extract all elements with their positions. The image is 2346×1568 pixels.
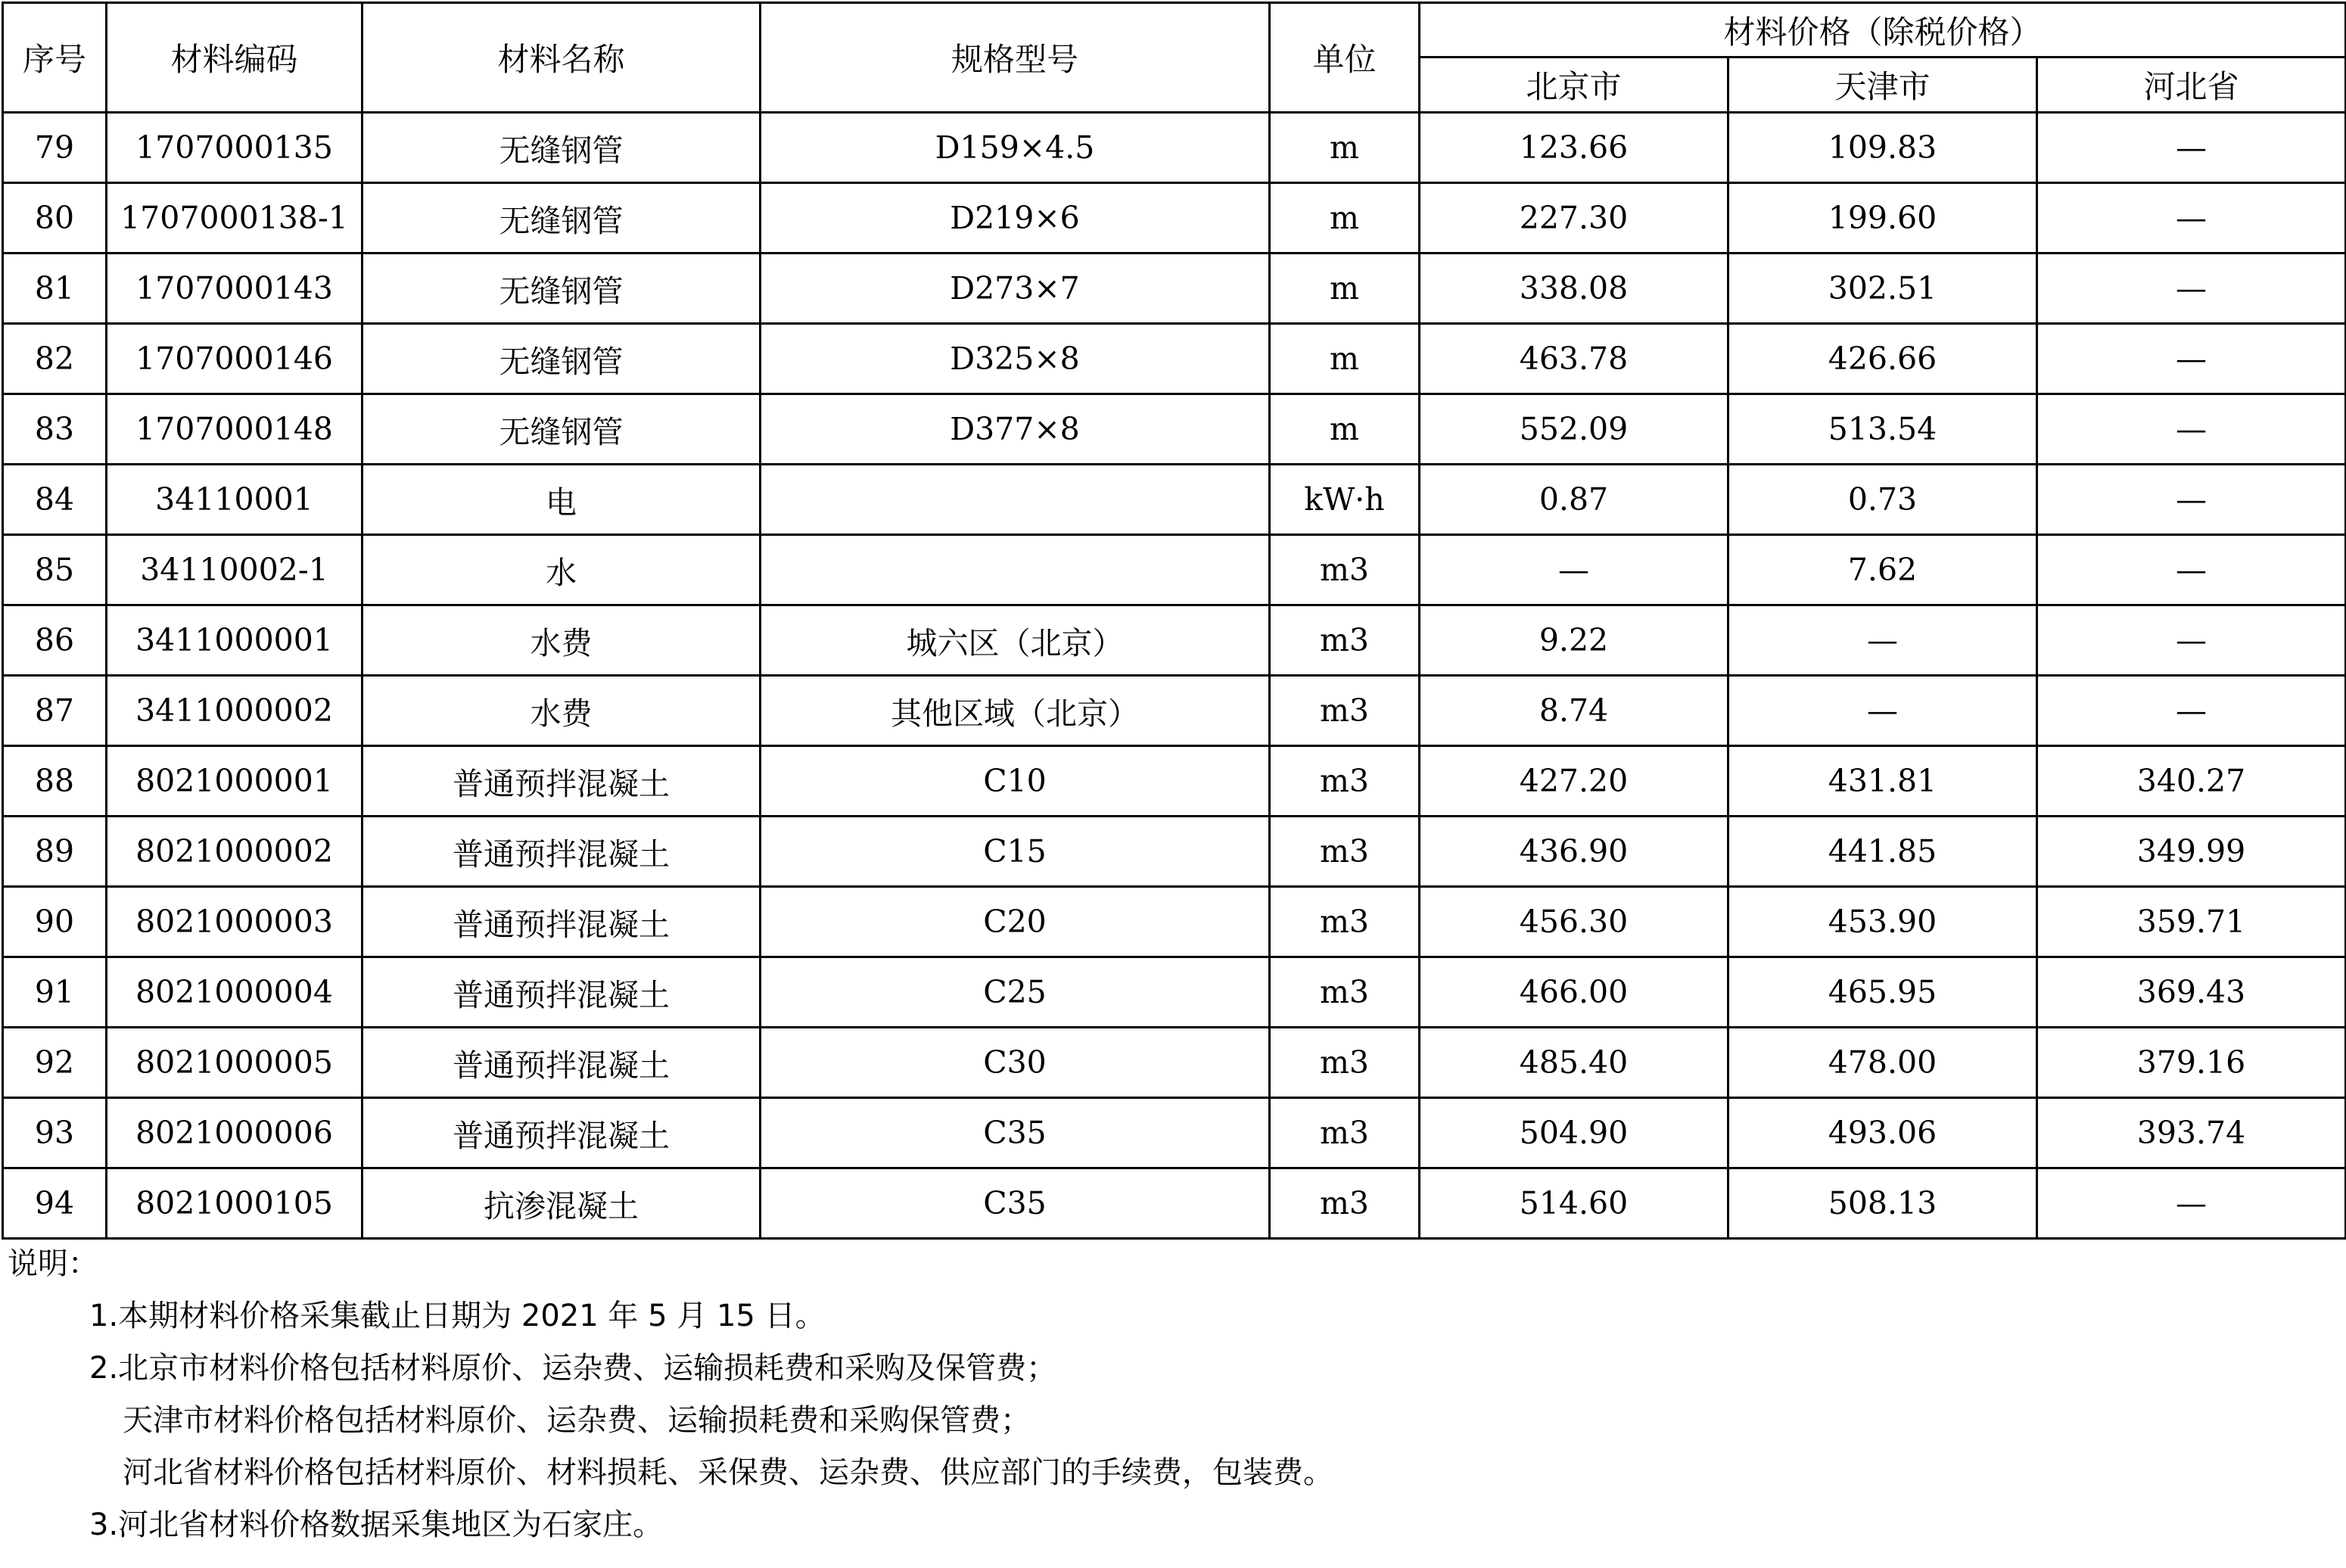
table-row xyxy=(3,817,2346,887)
cell-beijing: 463.78 xyxy=(1420,324,1728,394)
cell-code: 1707000135 xyxy=(107,113,362,183)
header-spec: 规格型号 xyxy=(761,3,1270,113)
cell-hebei: 340.27 xyxy=(2037,746,2346,817)
cell-unit: m xyxy=(1270,254,1420,324)
cell-beijing: 552.09 xyxy=(1420,394,1728,465)
cell-seq: 81 xyxy=(3,254,107,324)
cell-code: 8021000105 xyxy=(107,1168,362,1239)
cell-tianjin: 7.62 xyxy=(1728,535,2037,605)
cell-tianjin: 0.73 xyxy=(1728,465,2037,535)
cell-spec: C10 xyxy=(761,746,1270,817)
cell-hebei: — xyxy=(2037,324,2346,394)
table-row xyxy=(3,183,2346,254)
cell-name: 无缝钢管 xyxy=(362,324,761,394)
cell-spec: 城六区（北京） xyxy=(761,605,1270,676)
cell-tianjin: 431.81 xyxy=(1728,746,2037,817)
table-row xyxy=(3,1098,2346,1168)
cell-seq: 83 xyxy=(3,394,107,465)
cell-spec: C35 xyxy=(761,1098,1270,1168)
cell-seq: 85 xyxy=(3,535,107,605)
cell-hebei: — xyxy=(2037,535,2346,605)
cell-name: 水 xyxy=(362,535,761,605)
cell-hebei: 379.16 xyxy=(2037,1028,2346,1098)
cell-spec: D273×7 xyxy=(761,254,1270,324)
cell-code: 8021000005 xyxy=(107,1028,362,1098)
cell-beijing: 123.66 xyxy=(1420,113,1728,183)
table-row xyxy=(3,324,2346,394)
cell-spec: C30 xyxy=(761,1028,1270,1098)
cell-name: 无缝钢管 xyxy=(362,183,761,254)
cell-code: 8021000004 xyxy=(107,957,362,1028)
cell-spec: D325×8 xyxy=(761,324,1270,394)
cell-tianjin: 513.54 xyxy=(1728,394,2037,465)
cell-code: 1707000146 xyxy=(107,324,362,394)
cell-beijing: 456.30 xyxy=(1420,887,1728,957)
note-item-2: 2.北京市材料价格包括材料原价、运杂费、运输损耗费和采购及保管费； xyxy=(89,1351,1057,1386)
cell-code: 1707000143 xyxy=(107,254,362,324)
cell-spec xyxy=(761,535,1270,605)
cell-spec: C35 xyxy=(761,1168,1270,1239)
cell-tianjin: 302.51 xyxy=(1728,254,2037,324)
cell-seq: 94 xyxy=(3,1168,107,1239)
cell-hebei: — xyxy=(2037,394,2346,465)
cell-seq: 93 xyxy=(3,1098,107,1168)
cell-unit: m3 xyxy=(1270,1028,1420,1098)
cell-name: 抗渗混凝土 xyxy=(362,1168,761,1239)
cell-seq: 79 xyxy=(3,113,107,183)
cell-name: 无缝钢管 xyxy=(362,254,761,324)
cell-unit: m3 xyxy=(1270,1168,1420,1239)
table-row xyxy=(3,676,2346,746)
cell-spec: D377×8 xyxy=(761,394,1270,465)
cell-tianjin: 199.60 xyxy=(1728,183,2037,254)
note-item-3: 3.河北省材料价格数据采集地区为石家庄。 xyxy=(89,1507,664,1542)
cell-beijing: 504.90 xyxy=(1420,1098,1728,1168)
cell-hebei: 359.71 xyxy=(2037,887,2346,957)
cell-hebei: — xyxy=(2037,465,2346,535)
table-header-row xyxy=(3,3,2346,58)
cell-code: 34110002-1 xyxy=(107,535,362,605)
cell-name: 无缝钢管 xyxy=(362,394,761,465)
cell-code: 8021000002 xyxy=(107,817,362,887)
cell-hebei: 349.99 xyxy=(2037,817,2346,887)
cell-spec: C25 xyxy=(761,957,1270,1028)
cell-name: 无缝钢管 xyxy=(362,113,761,183)
cell-name: 普通预拌混凝土 xyxy=(362,887,761,957)
cell-beijing: 427.20 xyxy=(1420,746,1728,817)
cell-hebei: — xyxy=(2037,1168,2346,1239)
table-row xyxy=(3,957,2346,1028)
cell-hebei: — xyxy=(2037,113,2346,183)
table-row xyxy=(3,535,2346,605)
table-row xyxy=(3,394,2346,465)
cell-code: 8021000006 xyxy=(107,1098,362,1168)
cell-hebei: 369.43 xyxy=(2037,957,2346,1028)
cell-name: 普通预拌混凝土 xyxy=(362,1028,761,1098)
cell-seq: 80 xyxy=(3,183,107,254)
cell-beijing: 8.74 xyxy=(1420,676,1728,746)
cell-unit: m xyxy=(1270,183,1420,254)
cell-beijing: 9.22 xyxy=(1420,605,1728,676)
cell-name: 水费 xyxy=(362,676,761,746)
cell-hebei: — xyxy=(2037,605,2346,676)
cell-tianjin: 441.85 xyxy=(1728,817,2037,887)
material-price-table xyxy=(2,2,2346,1240)
note-item-2-tianjin: 天津市材料价格包括材料原价、运杂费、运输损耗费和采购保管费； xyxy=(123,1403,1031,1438)
header-hebei: 河北省 xyxy=(2037,58,2346,113)
header-beijing: 北京市 xyxy=(1420,58,1728,113)
cell-seq: 92 xyxy=(3,1028,107,1098)
table-row xyxy=(3,887,2346,957)
cell-seq: 88 xyxy=(3,746,107,817)
cell-unit: m3 xyxy=(1270,535,1420,605)
cell-tianjin: 478.00 xyxy=(1728,1028,2037,1098)
cell-hebei: 393.74 xyxy=(2037,1098,2346,1168)
cell-beijing: 466.00 xyxy=(1420,957,1728,1028)
cell-seq: 89 xyxy=(3,817,107,887)
header-unit: 单位 xyxy=(1270,3,1420,113)
cell-seq: 84 xyxy=(3,465,107,535)
notes-section xyxy=(8,1238,2338,1551)
header-tianjin: 天津市 xyxy=(1728,58,2037,113)
cell-spec xyxy=(761,465,1270,535)
table-row xyxy=(3,746,2346,817)
cell-beijing: 514.60 xyxy=(1420,1168,1728,1239)
cell-tianjin: 465.95 xyxy=(1728,957,2037,1028)
cell-hebei: — xyxy=(2037,254,2346,324)
cell-unit: m xyxy=(1270,394,1420,465)
cell-beijing: 436.90 xyxy=(1420,817,1728,887)
header-seq: 序号 xyxy=(3,3,107,113)
cell-name: 水费 xyxy=(362,605,761,676)
cell-spec: D219×6 xyxy=(761,183,1270,254)
cell-tianjin: 493.06 xyxy=(1728,1098,2037,1168)
cell-unit: m3 xyxy=(1270,676,1420,746)
cell-spec: C15 xyxy=(761,817,1270,887)
cell-spec: 其他区域（北京） xyxy=(761,676,1270,746)
cell-seq: 86 xyxy=(3,605,107,676)
cell-code: 8021000001 xyxy=(107,746,362,817)
note-item-1: 1.本期材料价格采集截止日期为 2021 年 5 月 15 日。 xyxy=(89,1299,826,1333)
cell-name: 普通预拌混凝土 xyxy=(362,957,761,1028)
cell-seq: 82 xyxy=(3,324,107,394)
table-row xyxy=(3,254,2346,324)
cell-code: 1707000138-1 xyxy=(107,183,362,254)
cell-name: 普通预拌混凝土 xyxy=(362,746,761,817)
table-row xyxy=(3,113,2346,183)
table-row xyxy=(3,605,2346,676)
cell-beijing: 485.40 xyxy=(1420,1028,1728,1098)
cell-name: 普通预拌混凝土 xyxy=(362,1098,761,1168)
cell-beijing: — xyxy=(1420,535,1728,605)
table-row xyxy=(3,1028,2346,1098)
cell-tianjin: 426.66 xyxy=(1728,324,2037,394)
table-row xyxy=(3,1168,2346,1239)
cell-hebei: — xyxy=(2037,676,2346,746)
cell-hebei: — xyxy=(2037,183,2346,254)
cell-unit: m xyxy=(1270,324,1420,394)
table-body xyxy=(3,113,2346,1239)
header-code: 材料编码 xyxy=(107,3,362,113)
notes-heading: 说明： xyxy=(8,1246,98,1281)
cell-name: 普通预拌混凝土 xyxy=(362,817,761,887)
cell-unit: m3 xyxy=(1270,957,1420,1028)
cell-name: 电 xyxy=(362,465,761,535)
cell-tianjin: — xyxy=(1728,676,2037,746)
note-item-2-hebei: 河北省材料价格包括材料原价、材料损耗、采保费、运杂费、供应部门的手续费，包装费。 xyxy=(123,1455,1333,1490)
cell-spec: C20 xyxy=(761,887,1270,957)
cell-unit: kW·h xyxy=(1270,465,1420,535)
cell-unit: m3 xyxy=(1270,746,1420,817)
cell-spec: D159×4.5 xyxy=(761,113,1270,183)
cell-code: 3411000002 xyxy=(107,676,362,746)
cell-seq: 87 xyxy=(3,676,107,746)
cell-unit: m xyxy=(1270,113,1420,183)
cell-seq: 90 xyxy=(3,887,107,957)
cell-unit: m3 xyxy=(1270,887,1420,957)
cell-beijing: 0.87 xyxy=(1420,465,1728,535)
cell-tianjin: 508.13 xyxy=(1728,1168,2037,1239)
table-row xyxy=(3,465,2346,535)
cell-tianjin: 453.90 xyxy=(1728,887,2037,957)
cell-code: 34110001 xyxy=(107,465,362,535)
cell-seq: 91 xyxy=(3,957,107,1028)
cell-unit: m3 xyxy=(1270,1098,1420,1168)
cell-code: 8021000003 xyxy=(107,887,362,957)
cell-unit: m3 xyxy=(1270,605,1420,676)
cell-tianjin: — xyxy=(1728,605,2037,676)
cell-code: 1707000148 xyxy=(107,394,362,465)
cell-code: 3411000001 xyxy=(107,605,362,676)
cell-beijing: 227.30 xyxy=(1420,183,1728,254)
cell-tianjin: 109.83 xyxy=(1728,113,2037,183)
cell-beijing: 338.08 xyxy=(1420,254,1728,324)
cell-unit: m3 xyxy=(1270,817,1420,887)
header-name: 材料名称 xyxy=(362,3,761,113)
header-price-group: 材料价格（除税价格） xyxy=(1420,3,2346,58)
